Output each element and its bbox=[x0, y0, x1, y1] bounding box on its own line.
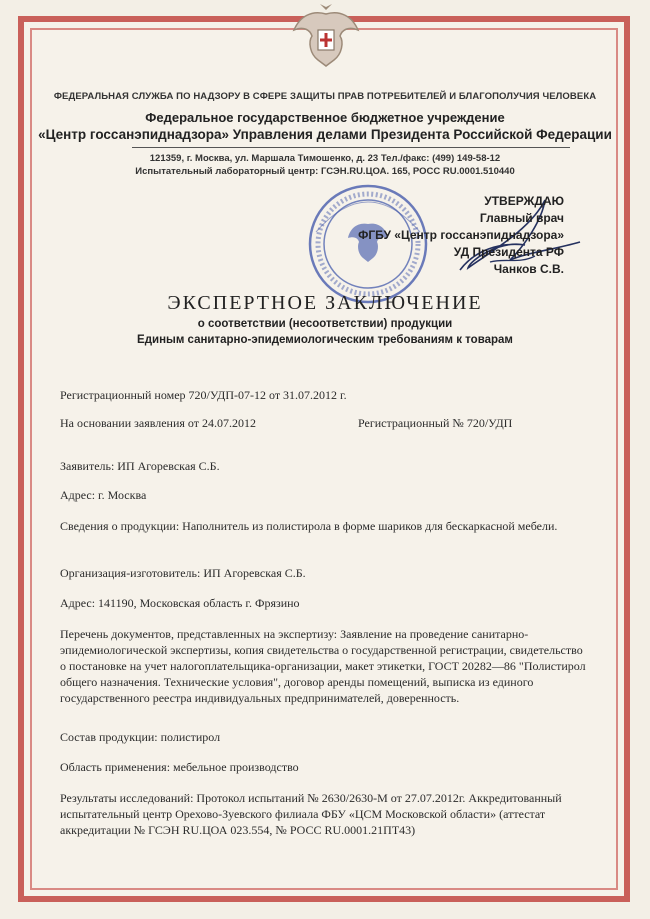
document-subtitle-1: о соответствии (несоответствии) продукции bbox=[197, 318, 453, 330]
product-composition: Состав продукции: полистирол bbox=[60, 730, 221, 744]
registration-code: Регистрационный № 720/УДП bbox=[358, 416, 513, 430]
registration-number: Регистрационный номер 720/УДП-07-12 от 31.07.2012 г. bbox=[60, 388, 347, 402]
lab-accreditation: Испытательный лабораторный центр: ГСЭН.RU.ЦОА. 165, РОСС RU.0001.510440 bbox=[135, 166, 515, 177]
document-subtitle-2: Единым санитарно-эпидемиологическим требованиям к товарам bbox=[137, 334, 513, 346]
approval-position: Главный врач bbox=[479, 211, 564, 225]
approval-heading: УТВЕРЖДАЮ bbox=[484, 194, 564, 208]
applicant: Заявитель: ИП Агоревская С.Б. bbox=[60, 459, 220, 473]
approval-signatory: Чанков С.В. bbox=[493, 262, 564, 276]
approval-organization: ФГБУ «Центр госсанэпиднадзора» bbox=[358, 228, 564, 242]
document-title: ЭКСПЕРТНОЕ ЗАКЛЮЧЕНИЕ bbox=[167, 292, 483, 314]
manufacturer-address: Адрес: 141190, Московская область г. Фрязино bbox=[60, 596, 300, 610]
manufacturer: Организация-изготовитель: ИП Агоревская С.Б. bbox=[60, 566, 306, 580]
approval-department: УД Президента РФ bbox=[453, 245, 564, 259]
org-address: 121359, г. Москва, ул. Маршала Тимошенко, д. 23 Тел./факс: (499) 149-58-12 bbox=[149, 153, 501, 164]
application-area: Область применения: мебельное производство bbox=[60, 760, 299, 774]
documents-list: Перечень документов, представленных на экспертизу: Заявление на проведение санитарно-эпидемиологической экспертизы, копия свидетельства о государственной регистрации, свидетельство о постановке на учет налогоплательщика-организации, макет этикетки, ГОСТ 20282—86 "Полистирол общего назначения. Технические условия", договор аренды помещений, выписка из единого государственного реестра индивидуальных предпринимателей, доверенность. bbox=[60, 627, 586, 705]
org-name-line1: Федеральное государственное бюджетное учреждение bbox=[145, 110, 505, 125]
applicant-address: Адрес: г. Москва bbox=[60, 488, 147, 502]
product-info: Сведения о продукции: Наполнитель из полистирола в форме шариков для бескаркасной мебели. bbox=[60, 519, 558, 533]
agency-name: ФЕДЕРАЛЬНАЯ СЛУЖБА ПО НАДЗОРУ В СФЕРЕ ЗАЩИТЫ ПРАВ ПОТРЕБИТЕЛЕЙ И БЛАГОПОЛУЧИЯ ЧЕЛОВЕКА bbox=[53, 91, 597, 102]
test-results: Результаты исследований: Протокол испытаний № 2630/2630-М от 27.07.2012г. Аккредитованный испытательный центр Орехово-Зуевского филиала ФБУ «ЦСМ Московской области» (аттестат аккредитации № ГСЭН RU.ЦОА 023.554, № РОСС RU.0001.21ПТ43) bbox=[60, 791, 562, 837]
header-divider bbox=[132, 147, 570, 148]
emblem-icon bbox=[286, 2, 366, 72]
org-name-line2: «Центр госсанэпиднадзора» Управления делами Президента Российской Федерации bbox=[38, 127, 612, 142]
application-date: На основании заявления от 24.07.2012 bbox=[60, 416, 256, 430]
